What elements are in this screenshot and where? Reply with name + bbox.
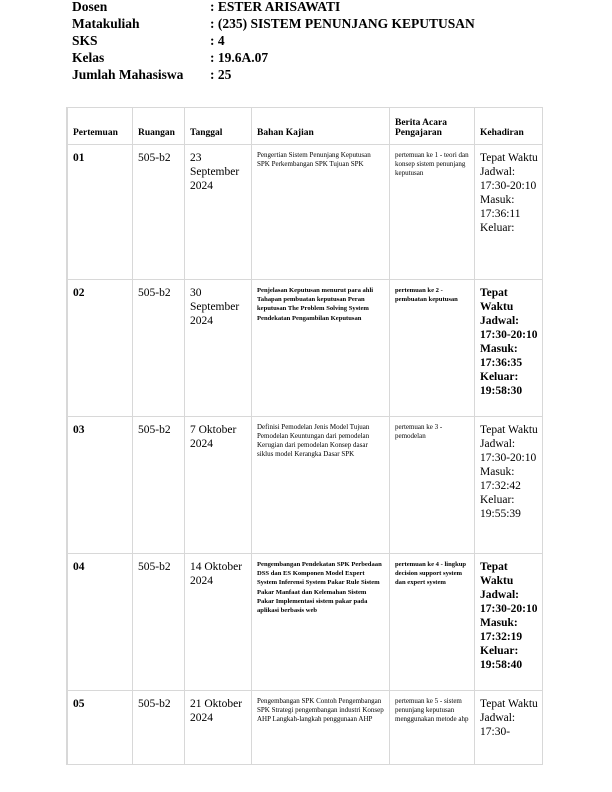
cell-pertemuan: 05 xyxy=(68,691,133,766)
cell-pertemuan: 02 xyxy=(68,280,133,417)
header-berita: Berita Acara Pengajaran xyxy=(390,108,475,145)
jumlah-value: : 25 xyxy=(210,67,232,82)
cell-pertemuan: 01 xyxy=(68,145,133,280)
cell-ruangan: 505-b2 xyxy=(133,417,185,554)
sks-value: : 4 xyxy=(210,33,225,48)
cell-bahan: Pengembangan Pendekatan SPK Perbedaan DSS dan ES Komponen Model Expert System Inferensi System Pakar Rule Sistem Pakar Manfaat dan Kelemahan Sistem Pakar Implementasi sistem pakar pada aplikasi berbasis web xyxy=(252,554,390,691)
cell-ruangan: 505-b2 xyxy=(133,554,185,691)
table-row xyxy=(68,691,543,766)
cell-tanggal: 7 Oktober 2024 xyxy=(185,417,252,554)
jumlah-label: Jumlah Mahasiswa xyxy=(72,67,184,82)
table-row xyxy=(68,554,543,691)
table-row xyxy=(68,417,543,554)
table-row xyxy=(68,280,543,417)
matakuliah-value: : (235) SISTEM PENUNJANG KEPUTUSAN xyxy=(210,16,475,31)
header-kehadiran: Kehadiran xyxy=(475,108,543,145)
cell-ruangan: 505-b2 xyxy=(133,280,185,417)
cell-kehadiran: Tepat Waktu Jadwal: 17:30-20:10 Masuk: 17:36:35 Keluar: 19:58:30 xyxy=(475,280,543,417)
sks-label: SKS xyxy=(72,33,98,48)
cell-kehadiran: Tepat Waktu Jadwal: 17:30-20:10 Masuk: 17:32:19 Keluar: 19:58:40 xyxy=(475,554,543,691)
header-tanggal: Tanggal xyxy=(185,108,252,145)
cell-tanggal: 23 September 2024 xyxy=(185,145,252,280)
kelas-value: : 19.6A.07 xyxy=(210,50,269,65)
cell-ruangan: 505-b2 xyxy=(133,145,185,280)
matakuliah-label: Matakuliah xyxy=(72,16,140,31)
header-bahan: Bahan Kajian xyxy=(252,108,390,145)
header-pertemuan: Pertemuan xyxy=(68,108,133,145)
cell-berita: pertemuan ke 5 - sistem penunjang keputusan menggunakan metode ahp xyxy=(390,691,475,766)
cell-bahan: Pengembangan SPK Contoh Pengembangan SPK Strategi pengembangan industri Konsep AHP Langkah-langkah penggunaan AHP xyxy=(252,691,390,766)
cell-kehadiran: Tepat Waktu Jadwal: 17:30- xyxy=(475,691,543,766)
cell-kehadiran: Tepat Waktu Jadwal: 17:30-20:10 Masuk: 17:36:11 Keluar: xyxy=(475,145,543,280)
cell-tanggal: 14 Oktober 2024 xyxy=(185,554,252,691)
cell-pertemuan: 03 xyxy=(68,417,133,554)
attendance-table-container xyxy=(66,107,543,765)
attendance-table xyxy=(67,107,543,765)
cell-kehadiran: Tepat Waktu Jadwal: 17:30-20:10 Masuk: 17:32:42 Keluar: 19:55:39 xyxy=(475,417,543,554)
cell-berita: pertemuan ke 1 - teori dan konsep sistem penunjang keputusan xyxy=(390,145,475,280)
cell-ruangan: 505-b2 xyxy=(133,691,185,766)
table-header-row xyxy=(68,108,543,145)
header-ruangan: Ruangan xyxy=(133,108,185,145)
dosen-value: : ESTER ARISAWATI xyxy=(210,0,341,14)
cell-berita: pertemuan ke 3 - pemodelan xyxy=(390,417,475,554)
cell-tanggal: 21 Oktober 2024 xyxy=(185,691,252,766)
cell-bahan: Penjelasan Keputusan menurut para ahli Tahapan pembuatan keputusan Peran keputusan The Problem Solving System Pendekatan Pengambilan Keputusan xyxy=(252,280,390,417)
kelas-label: Kelas xyxy=(72,50,105,65)
cell-berita: pertemuan ke 2 - pembuatan keputusan xyxy=(390,280,475,417)
cell-bahan: Definisi Pemodelan Jenis Model Tujuan Pemodelan Keuntungan dari pemodelan Kerugian dari pemodelan Konsep dasar siklus model Kerangka Dasar SPK xyxy=(252,417,390,554)
cell-tanggal: 30 September 2024 xyxy=(185,280,252,417)
cell-pertemuan: 04 xyxy=(68,554,133,691)
cell-berita: pertemuan ke 4 - lingkup decision support system dan expert system xyxy=(390,554,475,691)
table-row xyxy=(68,145,543,280)
dosen-label: Dosen xyxy=(72,0,108,14)
cell-bahan: Pengertian Sistem Penunjang Keputusan SPK Perkembangan SPK Tujuan SPK xyxy=(252,145,390,280)
